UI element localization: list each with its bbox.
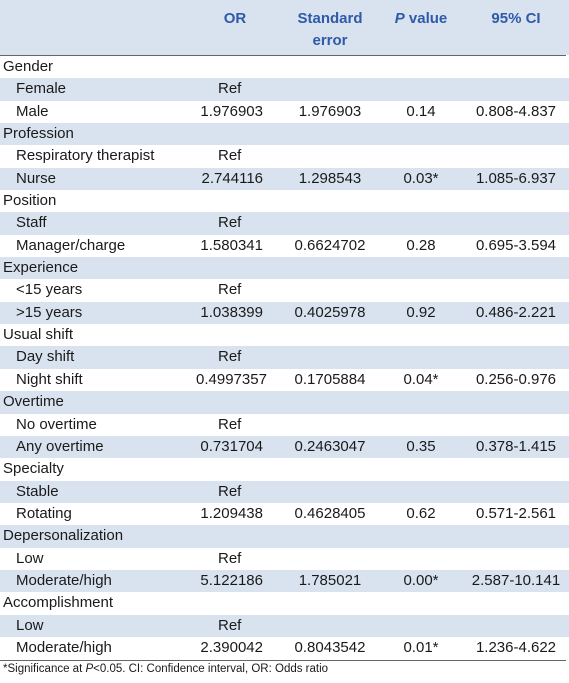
cell-p-value: 0.04* — [403, 370, 439, 388]
cell-95-ci: 2.587-10.141 — [471, 571, 561, 589]
group-header-row — [0, 56, 569, 78]
row-label: Moderate/high — [16, 638, 112, 656]
row-label: Gender — [3, 58, 54, 75]
group-header-row — [0, 592, 569, 614]
group-header-row — [0, 525, 569, 547]
cell-p-value: 0.01* — [403, 638, 439, 656]
table-row — [0, 615, 569, 637]
cell-p-value: 0.35 — [406, 437, 436, 455]
table-row — [0, 212, 569, 234]
group-header-row — [0, 391, 569, 413]
cell-or: Ref — [218, 348, 242, 366]
group-header-row — [0, 190, 569, 212]
header-standard-error — [284, 8, 376, 52]
table-row — [0, 637, 569, 659]
cell-or: 5.122186 — [200, 571, 263, 589]
table-row — [0, 302, 569, 324]
cell-or: Ref — [218, 281, 242, 299]
row-label: <15 years — [16, 281, 83, 299]
table-row — [0, 436, 569, 458]
cell-95-ci: 1.236-4.622 — [475, 638, 557, 656]
cell-or: Ref — [218, 415, 242, 433]
header-or: OR — [223, 10, 247, 27]
row-label: Low — [16, 616, 44, 634]
table-footnote — [3, 661, 328, 677]
cell-or: Ref — [218, 482, 242, 500]
cell-or: Ref — [218, 214, 242, 232]
cell-p-value: 0.92 — [406, 303, 436, 321]
cell-standard-error: 1.785021 — [298, 571, 362, 589]
table-header — [0, 0, 569, 55]
row-label: Respiratory therapist — [16, 147, 155, 165]
footnote-p-italic: P — [85, 663, 94, 675]
header-95-ci: 95% CI — [491, 10, 541, 27]
cell-standard-error: 0.1705884 — [294, 370, 366, 388]
row-label: >15 years — [16, 303, 83, 321]
cell-95-ci: 0.808-4.837 — [475, 102, 557, 120]
cell-p-value: 0.28 — [406, 236, 436, 254]
footnote-text-1: *Significance at — [3, 663, 86, 675]
cell-or: 1.038399 — [200, 303, 263, 321]
header-p-rest: value — [404, 10, 448, 27]
cell-standard-error: 0.8043542 — [294, 638, 366, 656]
cell-95-ci: 0.256-0.976 — [475, 370, 557, 388]
table-row — [0, 168, 569, 190]
table-row — [0, 101, 569, 123]
group-header-row — [0, 257, 569, 279]
cell-or: 0.4997357 — [196, 370, 267, 388]
cell-or: Ref — [218, 80, 242, 98]
row-label: Night shift — [16, 370, 83, 388]
table-row — [0, 548, 569, 570]
table-row — [0, 570, 569, 592]
row-label: Specialty — [3, 460, 64, 478]
table-row — [0, 503, 569, 525]
row-label: Manager/charge — [16, 236, 126, 254]
table-row — [0, 481, 569, 503]
row-label: Day shift — [16, 348, 75, 366]
cell-p-value: 0.03* — [403, 169, 439, 187]
row-label: Moderate/high — [16, 571, 112, 589]
header-p-italic: P — [394, 10, 405, 27]
row-label: Experience — [3, 259, 79, 277]
cell-95-ci: 0.695-3.594 — [475, 236, 557, 254]
cell-or: 2.390042 — [200, 638, 263, 656]
cell-standard-error: 1.976903 — [298, 102, 362, 120]
table-row — [0, 414, 569, 436]
cell-standard-error: 0.6624702 — [294, 236, 366, 254]
cell-or: 1.209438 — [200, 504, 263, 522]
row-label: Stable — [16, 482, 59, 500]
row-label: Position — [3, 192, 57, 210]
row-label: Male — [16, 102, 49, 120]
row-label: Nurse — [16, 169, 57, 187]
cell-or: Ref — [218, 549, 242, 567]
cell-95-ci: 0.486-2.221 — [475, 303, 557, 321]
header-se-line2: error — [312, 32, 348, 49]
cell-standard-error: 0.4025978 — [294, 303, 366, 321]
group-header-row — [0, 123, 569, 145]
cell-standard-error: 0.2463047 — [294, 437, 366, 455]
header-se-line1: Standard — [297, 10, 363, 27]
cell-95-ci: 1.085-6.937 — [475, 169, 557, 187]
row-label: Depersonalization — [3, 527, 124, 545]
cell-or: 0.731704 — [200, 437, 263, 455]
row-label: Overtime — [3, 393, 64, 411]
cell-p-value: 0.62 — [406, 504, 436, 522]
table-row — [0, 145, 569, 167]
row-label: Profession — [3, 125, 74, 143]
footnote-text-2: <0.05. CI: Confidence interval, OR: Odds ratio — [93, 663, 329, 675]
cell-or: 1.976903 — [200, 102, 263, 120]
row-label: Staff — [16, 214, 47, 232]
table-row — [0, 235, 569, 257]
cell-standard-error: 1.298543 — [298, 169, 362, 187]
row-label: Female — [16, 80, 67, 98]
header-p-value — [376, 8, 466, 30]
row-label: Any overtime — [16, 437, 104, 455]
group-header-row — [0, 324, 569, 346]
group-header-row — [0, 458, 569, 480]
cell-95-ci: 0.378-1.415 — [475, 437, 557, 455]
row-label: Accomplishment — [3, 594, 114, 612]
table-row — [0, 279, 569, 301]
table-body — [0, 56, 569, 659]
cell-or: Ref — [218, 147, 242, 165]
cell-or: Ref — [218, 616, 242, 634]
table-row — [0, 369, 569, 391]
cell-95-ci: 0.571-2.561 — [475, 504, 557, 522]
cell-or: 1.580341 — [200, 236, 263, 254]
cell-standard-error: 0.4628405 — [294, 504, 366, 522]
cell-p-value: 0.14 — [406, 102, 436, 120]
row-label: Usual shift — [3, 326, 74, 344]
table-row — [0, 346, 569, 368]
row-label: No overtime — [16, 415, 97, 433]
row-label: Rotating — [16, 504, 72, 522]
table-row — [0, 78, 569, 100]
row-label: Low — [16, 549, 44, 567]
cell-p-value: 0.00* — [403, 571, 439, 589]
cell-or: 2.744116 — [201, 169, 263, 187]
